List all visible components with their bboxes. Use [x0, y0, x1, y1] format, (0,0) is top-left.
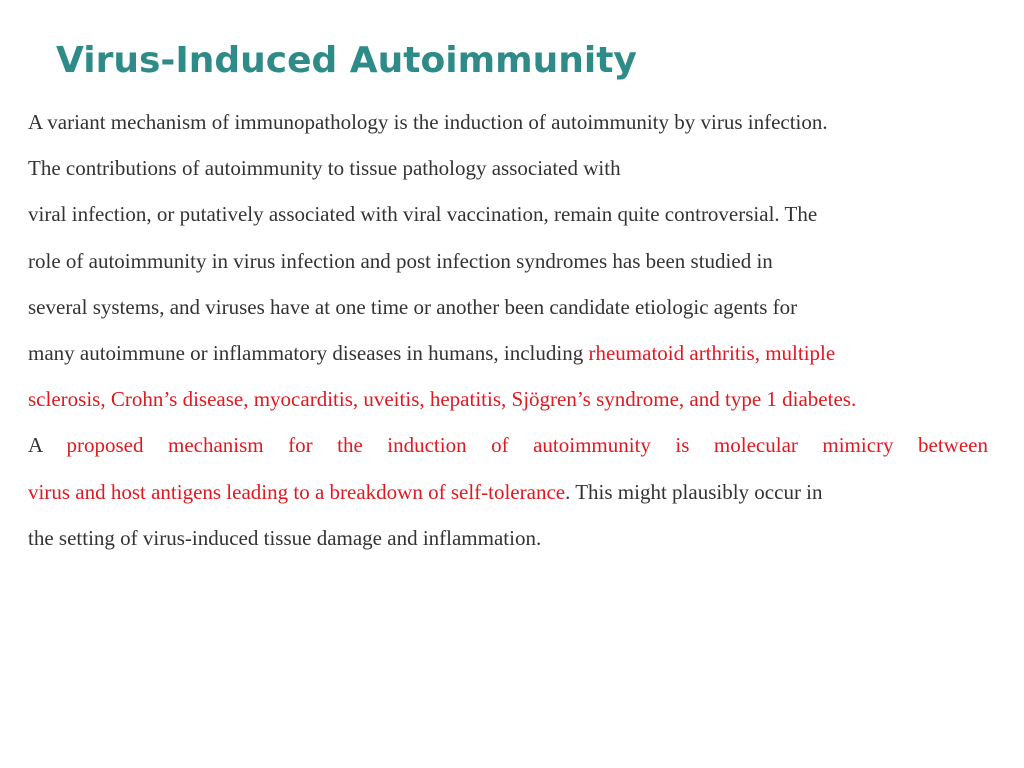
text-segment: many autoimmune or inflammatory diseases in humans, including — [28, 340, 589, 365]
text-segment: viral infection, or putatively associated with viral vaccination, remain quite controversial. The — [28, 202, 818, 227]
slide-body — [28, 99, 988, 561]
text-segment: role of autoimmunity in virus infection and post infection syndromes has been studied in — [28, 248, 773, 273]
text-segment: . This might plausibly occur in — [565, 479, 823, 504]
slide-title: Virus-Induced Autoimmunity — [56, 40, 637, 81]
text-segment: the setting of virus-induced tissue damage and inflammation. — [28, 525, 542, 550]
highlighted-text-segment: rheumatoid arthritis, multiple — [588, 340, 836, 365]
body-line — [28, 515, 988, 561]
body-line — [28, 284, 988, 330]
body-line — [28, 191, 988, 237]
text-segment: several systems, and viruses have at one time or another been candidate etiologic agents for — [28, 294, 798, 319]
highlighted-text-segment: proposed mechanism for the induction of autoimmunity is molecular mimicry between — [66, 433, 988, 458]
highlighted-text-segment: virus and host antigens leading to a breakdown of self-tolerance — [28, 479, 566, 504]
text-segment: The contributions of autoimmunity to tissue pathology associated with — [28, 156, 621, 181]
body-line — [28, 99, 988, 145]
body-line — [28, 422, 988, 468]
highlighted-text-segment: sclerosis, Crohn’s disease, myocarditis, uveitis, hepatitis, Sjögren’s syndrome, and type 1 diabetes. — [28, 387, 857, 412]
text-segment: A — [28, 433, 67, 458]
body-line — [28, 330, 988, 376]
text-segment: A variant mechanism of immunopathology is the induction of autoimmunity by virus infection. — [28, 110, 828, 134]
body-line — [28, 238, 988, 284]
body-line — [28, 145, 988, 191]
body-line — [28, 376, 988, 422]
body-line — [28, 469, 988, 515]
